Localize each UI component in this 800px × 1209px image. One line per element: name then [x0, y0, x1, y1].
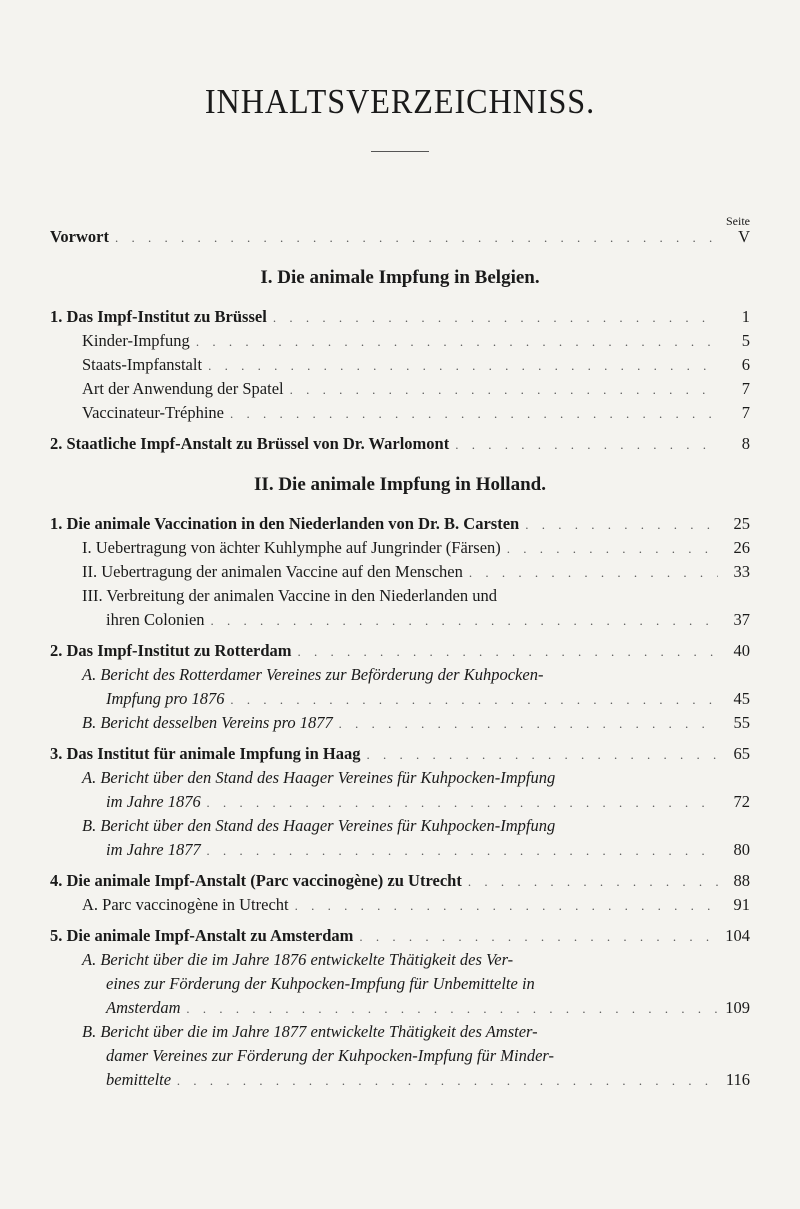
- toc-entry-label: ihren Colonien: [106, 610, 205, 629]
- toc-entry-label: bemittelte: [106, 1070, 172, 1089]
- toc-entry[interactable]: [50, 743, 750, 767]
- toc-entry-label: Kinder-Impfung: [82, 331, 190, 350]
- dot-leader: [273, 307, 718, 329]
- toc-entry-line: A. Bericht des Rotterdamer Vereines zur Beförderung der Kuhpocken-: [82, 665, 544, 684]
- toc-entry-page: 8: [741, 434, 750, 453]
- toc-entry-label: im Jahre 1877: [106, 840, 201, 859]
- toc-entry-label: 1. Die animale Vaccination in den Niederlanden von Dr. B. Carsten: [50, 514, 520, 533]
- toc-entry-page: 40: [733, 641, 750, 660]
- toc-entry-page: 104: [725, 926, 750, 945]
- toc-entry-page: 65: [733, 744, 750, 763]
- toc-entry-label: I. Uebertragung von ächter Kuhlymphe auf Jungrinder (Färsen): [82, 538, 501, 557]
- toc-entry-line: B. Bericht über den Stand des Haager Vereines für Kuhpocken-Impfung: [82, 816, 556, 835]
- toc-entry-label: 1. Das Impf-Institut zu Brüssel: [50, 307, 267, 326]
- dot-leader: [367, 744, 719, 766]
- dot-leader: [187, 998, 718, 1020]
- toc-entry-label: Impfung pro 1876: [106, 689, 225, 708]
- toc-entry-label: im Jahre 1876: [106, 792, 201, 811]
- toc-entry[interactable]: [82, 378, 750, 402]
- toc-entry[interactable]: [50, 433, 750, 457]
- toc-entry-page: 88: [733, 871, 750, 890]
- toc-entry[interactable]: [82, 561, 750, 585]
- toc-entry[interactable]: [82, 402, 750, 426]
- page-column-label: Seite: [726, 214, 750, 228]
- dot-leader: [230, 403, 718, 425]
- toc-entry-page: 45: [733, 689, 750, 708]
- dot-leader: [455, 434, 718, 456]
- toc-entry[interactable]: [82, 712, 750, 736]
- toc-entry-line: damer Vereines zur Förderung der Kuhpocken-Impfung für Minder-: [106, 1046, 554, 1065]
- dot-leader: [295, 895, 718, 917]
- toc-entry-page: 116: [725, 1070, 750, 1089]
- toc-entry-page: 1: [741, 307, 750, 326]
- dot-leader: [211, 610, 718, 632]
- toc-entry-label: 5. Die animale Impf-Anstalt zu Amsterdam: [50, 926, 354, 945]
- toc-entry-line: A. Bericht über die im Jahre 1876 entwickelte Thätigkeit des Ver-: [82, 950, 514, 969]
- toc-entry-label: A. Parc vaccinogène in Utrecht: [82, 895, 289, 914]
- toc-entry-page: V: [738, 227, 750, 246]
- title-divider: [371, 151, 429, 152]
- toc-entry-label: 4. Die animale Impf-Anstalt (Parc vaccinogène) zu Utrecht: [50, 871, 462, 890]
- toc-entry-page: 26: [733, 538, 750, 557]
- toc-entry[interactable]: [106, 997, 750, 1021]
- toc-entry[interactable]: [82, 537, 750, 561]
- toc-entry-label: 2. Das Impf-Institut zu Rotterdam: [50, 641, 292, 660]
- toc-entry-line: B. Bericht über die im Jahre 1877 entwickelte Thätigkeit des Amster-: [82, 1022, 538, 1041]
- toc-entry-label: 3. Das Institut für animale Impfung in Haag: [50, 744, 361, 763]
- toc-entry[interactable]: [106, 839, 750, 863]
- dot-leader: [468, 871, 718, 893]
- dot-leader: [359, 926, 718, 948]
- section-heading-part-1: I. Die animale Impfung in Belgien.: [260, 267, 540, 288]
- section-heading-part-2: II. Die animale Impfung in Holland.: [254, 474, 546, 495]
- toc-entry[interactable]: [82, 330, 750, 354]
- toc-entry-page: 37: [733, 610, 750, 629]
- toc-entry-vorwort[interactable]: [50, 226, 750, 250]
- toc-entry[interactable]: [82, 894, 750, 918]
- toc-entry-label: Vorwort: [50, 227, 109, 246]
- toc-entry-page: 91: [733, 895, 750, 914]
- toc-entry[interactable]: [50, 870, 750, 894]
- toc-entry[interactable]: [106, 1069, 750, 1093]
- toc-entry-page: 5: [741, 331, 750, 350]
- toc-entry[interactable]: [50, 640, 750, 664]
- toc-entry-label: 2. Staatliche Impf-Anstalt zu Brüssel von Dr. Warlomont: [50, 434, 450, 453]
- toc-entry-page: 55: [733, 713, 750, 732]
- toc-entry-label: B. Bericht desselben Vereins pro 1877: [82, 713, 333, 732]
- toc-entry-page: 7: [741, 403, 750, 422]
- toc-entry[interactable]: [50, 925, 750, 949]
- dot-leader: [290, 379, 718, 401]
- toc-entry-page: 72: [733, 792, 750, 811]
- toc-entry-line: eines zur Förderung der Kuhpocken-Impfung für Unbemittelte in: [106, 974, 535, 993]
- dot-leader: [207, 840, 718, 862]
- toc-entry[interactable]: [106, 791, 750, 815]
- toc-entry-label: II. Uebertragung der animalen Vaccine auf den Menschen: [82, 562, 463, 581]
- toc-entry-page: 6: [741, 355, 750, 374]
- dot-leader: [231, 689, 718, 711]
- dot-leader: [469, 562, 718, 584]
- toc-entry[interactable]: [50, 513, 750, 537]
- toc-entry-page: 109: [725, 998, 750, 1017]
- toc-entry[interactable]: [106, 688, 750, 712]
- dot-leader: [208, 355, 718, 377]
- dot-leader: [507, 538, 718, 560]
- toc-entry-page: 7: [741, 379, 750, 398]
- toc-entry-page: 33: [733, 562, 750, 581]
- toc-entry-line: III. Verbreitung der animalen Vaccine in den Niederlanden und: [82, 586, 497, 605]
- toc-entry[interactable]: [106, 609, 750, 633]
- dot-leader: [177, 1070, 718, 1092]
- toc-entry-line: A. Bericht über den Stand des Haager Vereines für Kuhpocken-Impfung: [82, 768, 556, 787]
- toc-entry-label: Amsterdam: [106, 998, 181, 1017]
- toc-entry-page: 25: [733, 514, 750, 533]
- dot-leader: [298, 641, 718, 663]
- dot-leader: [115, 227, 718, 249]
- toc-entry-label: Staats-Impfanstalt: [82, 355, 203, 374]
- toc-entry[interactable]: [82, 354, 750, 378]
- dot-leader: [196, 331, 718, 353]
- dot-leader: [207, 792, 718, 814]
- toc-entry[interactable]: [50, 306, 750, 330]
- dot-leader: [339, 713, 718, 735]
- toc-entry-label: Vaccinateur-Tréphine: [82, 403, 225, 422]
- toc-entry-page: 80: [733, 840, 750, 859]
- toc-entry-label: Art der Anwendung der Spatel: [82, 379, 284, 398]
- dot-leader: [525, 514, 718, 536]
- page-title: INHALTSVERZEICHNISS.: [204, 82, 596, 121]
